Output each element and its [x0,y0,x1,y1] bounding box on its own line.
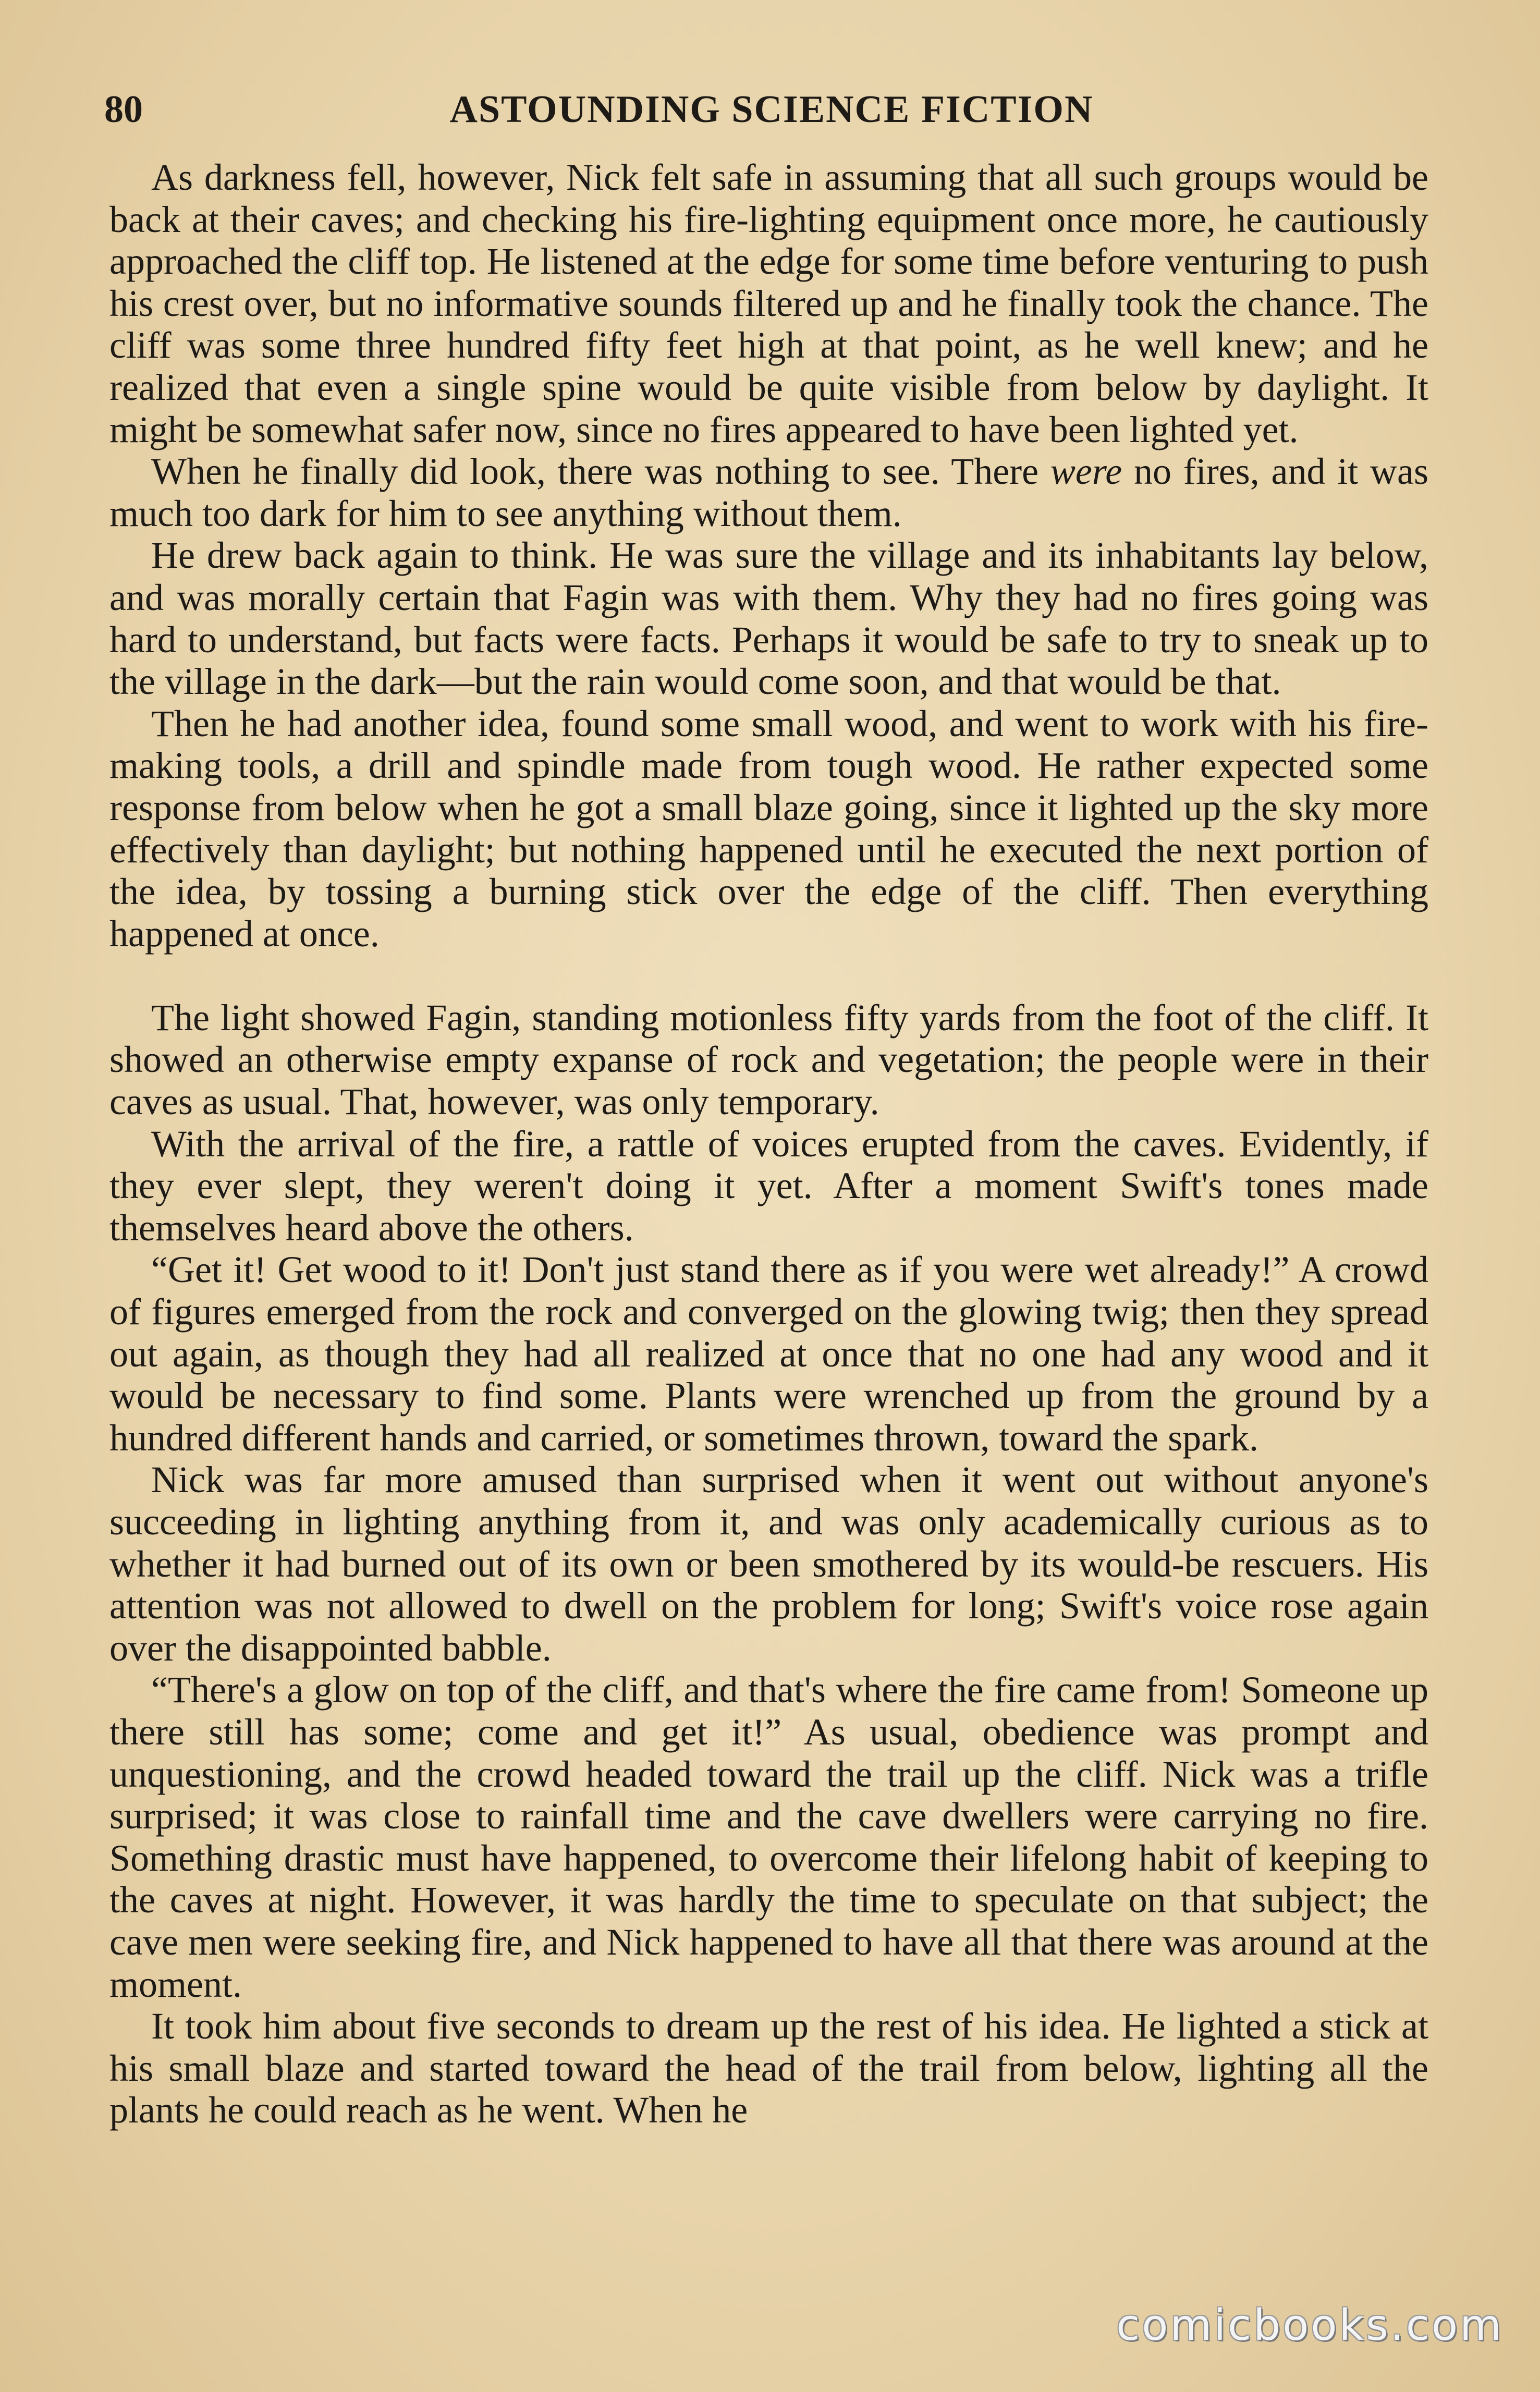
paragraph: Nick was far more amused than surprised when it went out without anyone's succeeding in lighting anything from it, and was only academically curious as to whether it had burned out of its own or been smothered by its would-be rescuers. His attention was not allowed to dwell on the problem for long; Swift's voice rose again over the disappointed babble. [109,1459,1428,1669]
paragraph: “There's a glow on top of the cliff, and that's where the fire came from! Someone up there still has some; come and get it!” As usual, obedience was prompt and unquestioning, and the crowd headed toward the trail up the cliff. Nick was a trifle surprised; it was close to rainfall time and the cave dwellers were carrying no fire. Something drastic must have happened, to overcome their lifelong habit of keeping to the caves at night. However, it was hardly the time to speculate on that subject; the cave men were seeking fire, and Nick happened to have all that there was around at the moment. [109,1669,1428,2005]
paragraph: It took him about five seconds to dream up the rest of his idea. He lighted a stick at his small blaze and started toward the head of the trail from below, lighting all the plants he could reach as he went. When he [109,2005,1428,2131]
paragraph: He drew back again to think. He was sure the village and its inhabitants lay below, and was morally certain that Fagin was with them. Why they had no fires going was hard to understand, but facts were facts. Perhaps it would be safe to try to sneak up to the village in the dark—but the rain would come soon, and that would be that. [109,534,1428,703]
paragraph: Then he had another idea, found some small wood, and went to work with his fire-making tools, a drill and spindle made from tough wood. He rather expected some response from below when he got a small blaze going, since it lighted up the sky more effectively than daylight; but nothing happened until he executed the next portion of the idea, by tossing a burning stick over the edge of the cliff. Then everything happened at once. [109,702,1428,955]
paragraph [109,450,1428,534]
watermark: comicbooks.com [1116,2301,1504,2350]
paragraph-text: When he finally did look, there was nothing to see. There [151,450,1050,493]
paragraph: As darkness fell, however, Nick felt safe in assuming that all such groups would be back at their caves; and checking his fire-lighting equipment once more, he cautiously approached the cliff top. He listened at the edge for some time before venturing to push his crest over, but no informative sounds filtered up and he finally took the chance. The cliff was some three hundred fifty feet high at that point, as he well knew; and he realized that even a single spine would be quite visible from below by daylight. It might be somewhat safer now, since no fires appeared to have been lighted yet. [109,156,1428,450]
page-number: 80 [104,88,143,131]
paragraph: “Get it! Get wood to it! Don't just stand there as if you were wet already!” A crowd of figures emerged from the rock and converged on the glowing twig; then they spread out again, as though they had all realized at once that no one had any wood and it would be necessary to find some. Plants were wrenched up from the ground by a hundred different hands and carried, or sometimes thrown, toward the spark. [109,1249,1428,1459]
body-text [109,156,1428,2131]
emphasized-word: were [1050,450,1122,493]
paragraph-text: no fires, and it was much too dark for him to see anything without them. [109,450,1428,534]
page-header [104,78,1439,141]
running-title: ASTOUNDING SCIENCE FICTION [449,88,1094,131]
paragraph: The light showed Fagin, standing motionless fifty yards from the foot of the cliff. It showed an otherwise empty expanse of rock and vegetation; the people were in their caves as usual. That, however, was only temporary. [109,996,1428,1123]
paragraph: With the arrival of the fire, a rattle of voices erupted from the caves. Evidently, if they ever slept, they weren't doing it yet. After a moment Swift's tones made themselves heard above the others. [109,1122,1428,1249]
